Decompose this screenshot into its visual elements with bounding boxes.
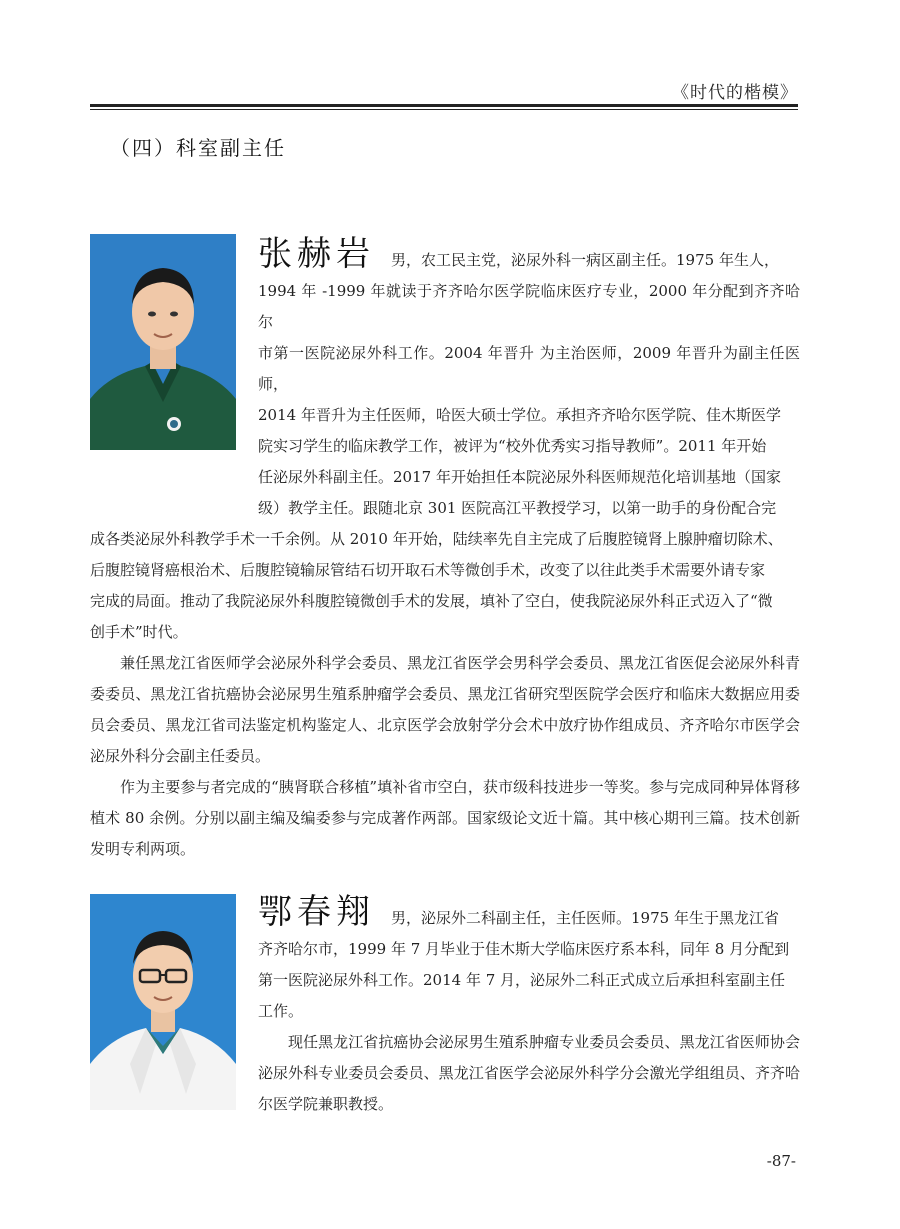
section-heading: （四）科室副主任 — [110, 136, 286, 160]
person-name: 鄂春翔 — [258, 892, 375, 932]
profile-text-right — [258, 226, 800, 524]
header-rule — [90, 104, 798, 110]
person-name: 张赫岩 — [258, 234, 375, 274]
bio-line: 成各类泌尿外科教学手术一千余例。从 2010 年开始，陆续率先自主完成了后腹腔镜肾上腺肿瘤切除术、 — [90, 530, 783, 548]
bio-line: 1994 年 -1999 年就读于齐齐哈尔医学院临床医疗专业，2000 年分配到齐齐哈尔 — [258, 282, 800, 331]
portrait-photo — [90, 894, 236, 1110]
bio-paragraph-achievements: 作为主要参与者完成的“胰肾联合移植”填补省市空白，获市级科技进步一等奖。参与完成同种异体肾移植术 80 余例。分别以副主编及编委参与完成著作两部。国家级论文近十篇。其中核心期刊三篇。技术创新发明专利两项。 — [90, 778, 800, 858]
bio-paragraph-roles: 现任黑龙江省抗癌协会泌尿男生殖系肿瘤专业委员会委员、黑龙江省医师协会泌尿外科专业委员会委员、黑龙江省医学会泌尿外科学分会激光学组组员、齐齐哈尔医学院兼职教授。 — [258, 1033, 800, 1113]
bio-line: 市第一医院泌尿外科工作。2004 年晋升 为主治医师，2009 年晋升为副主任医师， — [258, 344, 800, 393]
bio-line: 级）教学主任。跟随北京 301 医院高江平教授学习，以第一助手的身份配合完 — [258, 499, 777, 517]
bio-line: 工作。 — [258, 1002, 304, 1020]
name-line — [258, 226, 800, 276]
intro-text: 男，农工民主党，泌尿外科一病区副主任。1975 年生人， — [391, 251, 779, 269]
name-line — [258, 884, 800, 934]
bio-line: 任泌尿外科副主任。2017 年开始担任本院泌尿外科医师规范化培训基地（国家 — [258, 468, 781, 486]
profile-text-full — [90, 524, 800, 865]
bio-paragraph-roles: 兼任黑龙江省医师学会泌尿外科学会委员、黑龙江省医学会男科学会委员、黑龙江省医促会泌尿外科青委委员、黑龙江省抗癌协会泌尿男生殖系肿瘤学会委员、黑龙江省研究型医院学会医疗和临床大数据应用委员会委员、黑龙江省司法鉴定机构鉴定人、北京医学会放射学分会术中放疗协作组成员、齐齐哈尔市医学会泌尿外科分会副主任委员。 — [90, 654, 800, 765]
bio-line: 2014 年晋升为主任医师，哈医大硕士学位。承担齐齐哈尔医学院、佳木斯医学 — [258, 406, 781, 424]
bio-line: 第一医院泌尿外科工作。2014 年 7 月，泌尿外二科正式成立后承担科室副主任 — [258, 971, 786, 989]
intro-text: 男，泌尿外二科副主任，主任医师。1975 年生于黑龙江省 — [391, 909, 779, 927]
bio-line: 齐齐哈尔市，1999 年 7 月毕业于佳木斯大学临床医疗系本科，同年 8 月分配到 — [258, 940, 790, 958]
bio-line: 后腹腔镜肾癌根治术、后腹腔镜输尿管结石切开取石术等微创手术，改变了以往此类手术需要外请专家 — [90, 561, 766, 579]
profile-e-chunxiang — [90, 884, 800, 1120]
bio-line: 院实习学生的临床教学工作，被评为“校外优秀实习指导教师”。2011 年开始 — [258, 437, 767, 455]
running-header-title: 《时代的楷模》 — [672, 83, 798, 103]
bio-line: 创手术”时代。 — [90, 623, 188, 641]
profile-text-right — [258, 884, 800, 1120]
profile-zhang-heyan — [90, 226, 800, 865]
portrait-photo — [90, 234, 236, 450]
page-number: -87- — [766, 1152, 796, 1170]
bio-line: 完成的局面。推动了我院泌尿外科腹腔镜微创手术的发展，填补了空白，使我院泌尿外科正式迈入了“微 — [90, 592, 773, 610]
